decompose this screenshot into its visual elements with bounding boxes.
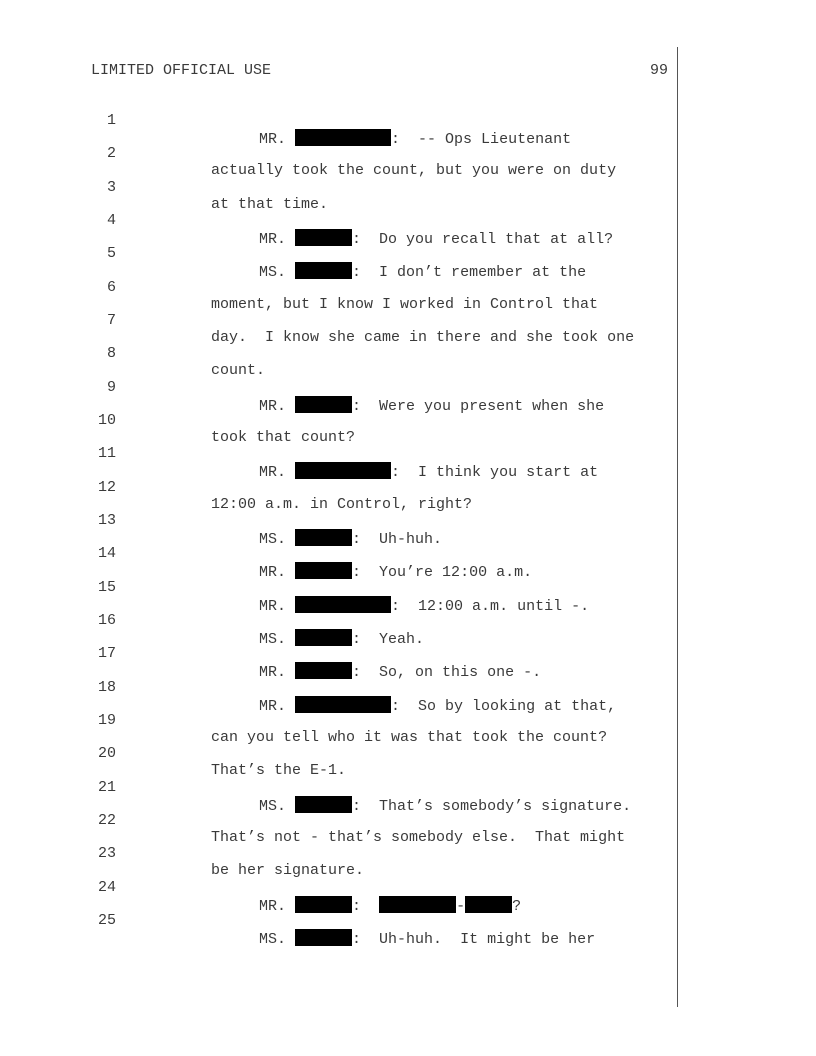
utterance: I don’t remember at the (361, 264, 587, 281)
transcript-line (0, 362, 680, 415)
line-number: 13 (97, 512, 116, 529)
line-number: 11 (97, 445, 116, 462)
hyphen: - (456, 898, 466, 915)
line-text (259, 929, 595, 948)
line-text: 12:00 a.m. in Control, right? (211, 496, 473, 513)
line-text: day. I know she came in there and she took one (211, 329, 635, 346)
speaker-colon: : (352, 664, 362, 681)
line-number: 19 (97, 712, 116, 729)
page-number: 99 (649, 62, 668, 79)
speaker-title: MR. (259, 464, 287, 481)
line-number: 8 (106, 345, 116, 362)
speaker-colon: : (352, 398, 362, 415)
speaker-title: MR. (259, 564, 287, 581)
line-text: moment, but I know I worked in Control that (211, 296, 599, 313)
utterance: That’s somebody’s signature. (361, 798, 632, 815)
transcript-line (0, 462, 680, 513)
line-number: 17 (97, 645, 116, 662)
line-text: at that time. (211, 196, 329, 213)
speaker-title: MS. (259, 531, 287, 548)
line-number: 12 (97, 479, 116, 496)
line-text: can you tell who it was that took the count? (211, 729, 608, 746)
speaker-title: MS. (259, 264, 287, 281)
utterance: Uh-huh. (361, 531, 443, 548)
line-number: 10 (97, 412, 116, 429)
utterance: You’re 12:00 a.m. (361, 564, 533, 581)
classification-header: LIMITED OFFICIAL USE (91, 62, 272, 79)
redaction-block (295, 929, 352, 946)
transcript-line (0, 228, 680, 281)
speaker-colon: : (352, 564, 362, 581)
transcript-line (0, 162, 680, 213)
line-text: actually took the count, but you were on duty (211, 162, 617, 179)
line-number: 18 (97, 679, 116, 696)
transcript-line (0, 695, 680, 746)
speaker-colon: : (352, 631, 362, 648)
transcript-line (0, 595, 680, 648)
line-number: 1 (106, 112, 116, 129)
line-text: count. (211, 362, 266, 379)
speaker-title: MR. (259, 231, 287, 248)
speaker-title: MS. (259, 931, 287, 948)
line-number: 16 (97, 612, 116, 629)
line-number: 6 (106, 279, 116, 296)
utterance: -- Ops Lieutenant (400, 131, 572, 148)
speaker-colon: : (391, 598, 401, 615)
utterance: Do you recall that at all? (361, 231, 614, 248)
line-number: 4 (106, 212, 116, 229)
speaker-colon: : (352, 898, 362, 915)
transcript-line (0, 195, 680, 248)
transcript-line (0, 828, 680, 879)
utterance: I think you start at (400, 464, 599, 481)
line-text: That’s not - that’s somebody else. That might (211, 829, 626, 846)
speaker-title: MR. (259, 131, 287, 148)
line-number: 24 (97, 879, 116, 896)
transcript-line (0, 428, 680, 481)
utterance: Were you present when she (361, 398, 605, 415)
speaker-title: MR. (259, 398, 287, 415)
line-number: 3 (106, 179, 116, 196)
line-number: 21 (97, 779, 116, 796)
line-number: 14 (97, 545, 116, 562)
transcript-line (0, 795, 680, 846)
speaker-colon: : (352, 264, 362, 281)
utterance: Yeah. (361, 631, 425, 648)
speaker-colon: : (391, 698, 401, 715)
line-number: 2 (106, 145, 116, 162)
speaker-colon: : (352, 231, 362, 248)
line-number: 5 (106, 245, 116, 262)
speaker-colon: : (352, 798, 362, 815)
line-text: took that count? (211, 429, 356, 446)
speaker-title: MS. (259, 798, 287, 815)
transcript-line (0, 528, 680, 581)
transcript-line (0, 262, 680, 313)
speaker-colon: : (352, 931, 362, 948)
line-number: 23 (97, 845, 116, 862)
speaker-title: MR. (259, 898, 287, 915)
transcript-line (0, 895, 680, 948)
transcript-line (0, 628, 680, 681)
speaker-colon: : (352, 531, 362, 548)
transcript-line (0, 328, 680, 379)
line-number: 7 (106, 312, 116, 329)
transcript-line (0, 562, 680, 615)
question-mark: ? (512, 898, 522, 915)
transcript-line (0, 662, 680, 715)
speaker-title: MS. (259, 631, 287, 648)
speaker-colon: : (391, 131, 401, 148)
speaker-title: MR. (259, 664, 287, 681)
speaker-title: MR. (259, 698, 287, 715)
transcript-line (0, 728, 680, 779)
speaker-colon: : (391, 464, 401, 481)
line-text: be her signature. (211, 862, 365, 879)
utterance: 12:00 a.m. until -. (400, 598, 590, 615)
line-number: 25 (97, 912, 116, 929)
transcript-line (0, 395, 680, 446)
line-text: That’s the E-1. (211, 762, 347, 779)
line-number: 9 (106, 379, 116, 396)
transcript-line (0, 95, 680, 148)
line-number: 15 (97, 579, 116, 596)
speaker-title: MR. (259, 598, 287, 615)
utterance: So by looking at that, (400, 698, 617, 715)
transcript-line (0, 762, 680, 815)
line-number: 20 (97, 745, 116, 762)
utterance: Uh-huh. It might be her (361, 931, 596, 948)
transcript-line (0, 862, 680, 915)
transcript-line (0, 128, 680, 179)
line-number: 22 (97, 812, 116, 829)
utterance: So, on this one -. (361, 664, 542, 681)
transcript-line (0, 495, 680, 548)
transcript-line (0, 295, 680, 346)
